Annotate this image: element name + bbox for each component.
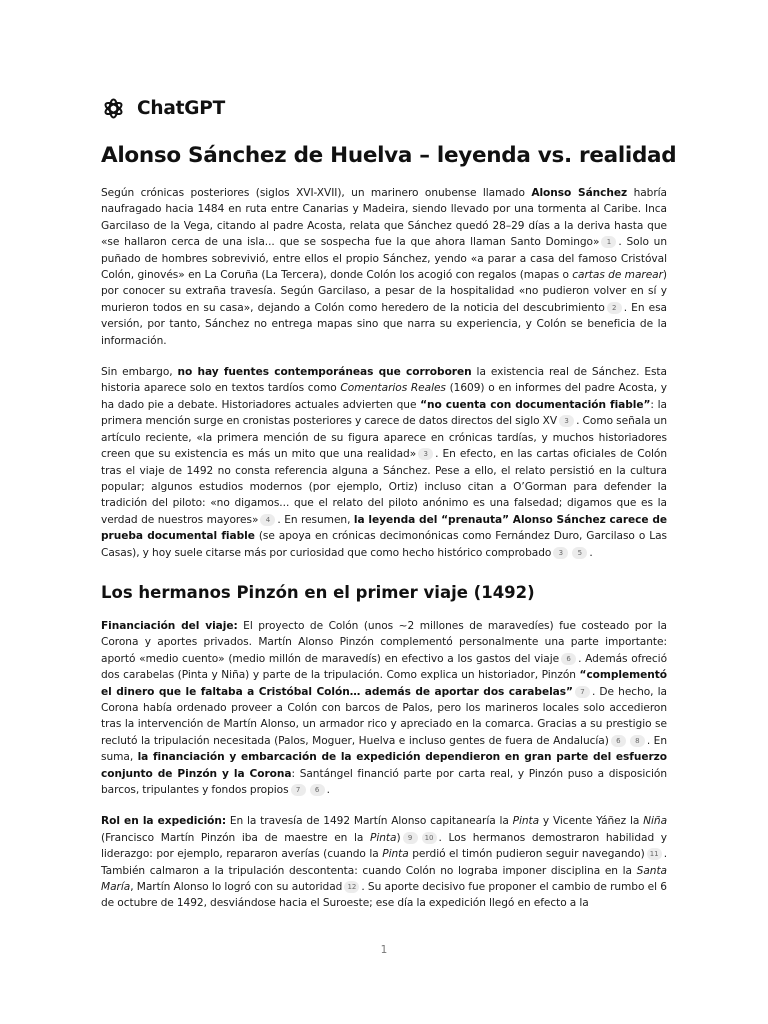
citation-badge[interactable]: 7 (575, 686, 590, 698)
italic-text: Pinta (512, 815, 540, 828)
citation-badge[interactable]: 1 (601, 236, 616, 248)
section-title-pinzon: Los hermanos Pinzón en el primer viaje (1492) (101, 582, 535, 602)
text-run: Según crónicas posteriores (siglos XVI-XVII), un marinero onubense llamado (101, 187, 532, 199)
italic-text: Niña (643, 815, 668, 828)
bold-text: la financiación y embarcación de la expedición dependieron en gran parte del esfuerzo conjunto de Pinzón y la Corona (101, 751, 668, 780)
citation-badge[interactable]: 5 (572, 547, 587, 559)
text-run: . (326, 784, 330, 796)
document-page (101, 94, 677, 912)
text-run: habría naufragado hacia 1484 en ruta entre Canarias y Madeira, siendo llevado por una tormenta al Caribe. Inca Garcilaso de la Vega, citando al padre Acosta, relata que Sánchez quedó 28–29 días a la deriva hasta que «se hallaron cerca de una isla... que se sospecha fue la que ahora llaman Santo Domingo» (101, 187, 667, 249)
bold-text: Financiación del viaje: (101, 619, 238, 632)
brand-header (101, 94, 667, 122)
text-run: y Vicente Yáñez la (539, 815, 644, 828)
paragraph-sin-fuentes (101, 364, 667, 561)
bold-text: Rol en la expedición: (101, 815, 227, 828)
brand-name: ChatGPT (137, 97, 226, 119)
text-run: . En suma, (101, 734, 667, 764)
citation-badge[interactable]: 11 (647, 848, 662, 860)
text-run: ) por conocer su extraña travesía. Según Garcilaso, a pesar de la hospitalidad «no pudieron volver en sí y murieron todos en su casa», dejando a Colón como heredero de la noticia del descubrimiento (101, 269, 667, 314)
citation-badge[interactable]: 2 (607, 302, 622, 314)
text-run: . (589, 546, 593, 559)
citation-badge[interactable]: 6 (310, 784, 325, 796)
text-run: : Santángel financió parte por carta real, y Pinzón puso a disposición barcos, tripulantes y fondos propios (101, 767, 667, 796)
paragraph-leyenda-sanchez (101, 185, 667, 349)
citation-badge[interactable]: 3 (418, 448, 433, 460)
paragraph-financiacion (101, 618, 667, 798)
bold-text: la leyenda del “prenauta” Alonso Sánchez carece de prueba documental fiable (101, 513, 668, 543)
page-number: 1 (380, 944, 388, 956)
document-title: Alonso Sánchez de Huelva – leyenda vs. realidad (101, 143, 677, 168)
text-run: El proyecto de Colón (unos ~2 millones de maravedíes) fue costeado por la Corona y aportes privados. Martín Alonso Pinzón complementó personalmente una parte importante: aportó «medio cuento» (medio millón de maravedís) en efectivo a los gastos del viaje (101, 619, 667, 665)
italic-text: Santa María (101, 864, 667, 894)
text-run: . Los hermanos demostraron habilidad y liderazgo: por ejemplo, repararon averías (cuando la (101, 831, 667, 861)
citation-badge[interactable]: 6 (611, 735, 626, 747)
citation-badge[interactable]: 4 (260, 514, 275, 526)
citation-badge[interactable]: 3 (559, 415, 574, 427)
bold-text: no hay fuentes contemporáneas que corroboren (177, 366, 472, 379)
citation-badge[interactable]: 6 (561, 653, 576, 665)
citation-badge[interactable]: 3 (553, 547, 568, 559)
citation-badge[interactable]: 9 (403, 832, 418, 844)
text-run: . Su aporte decisivo fue proponer el cambio de rumbo el 6 de octubre de 1492, desviándose hacia el Suroeste; ese día la expedición llegó en efecto a la (101, 881, 667, 910)
citation-badge[interactable]: 12 (344, 881, 359, 893)
text-run: . Además ofreció dos carabelas (Pinta y Niña) y parte de la tripulación. Como explica un historiador, Pinzón (101, 652, 667, 682)
italic-text: cartas de marear (572, 269, 663, 282)
italic-text: Pinta (382, 848, 409, 861)
text-run: . En resumen, (277, 513, 354, 526)
bold-text: “no cuenta con documentación fiable” (420, 398, 651, 411)
text-run: . En efecto, en las cartas oficiales de Colón tras el viaje de 1492 no consta referencia alguna a Sánchez. Pese a ello, el relato persistió en la cultura popular; algunos estudios modernos (por ejemplo, Ortiz) incluso citan a O’Gorman para defender la tradición del piloto: «no digamos... que el relato del piloto anónimo es una falsedad; digamos que es la verdad de nuestros mayores» (101, 448, 667, 526)
text-run: En la travesía de 1492 Martín Alonso capitanearía la (226, 815, 513, 828)
text-run: . En esa versión, por tanto, Sánchez no entrega mapas sino que narra su experiencia, y Colón se beneficia de la información. (101, 301, 667, 347)
text-run: . Como señala un artículo reciente, «la primera mención de su figura aparece en crónicas tardías, y muchos historiadores creen que su existencia es más un mito que una realidad» (101, 415, 668, 461)
italic-text: Comentarios Reales (340, 382, 446, 395)
text-run: (Francisco Martín Pinzón iba de maestre en la (101, 831, 370, 844)
text-run: (se apoya en crónicas decimonónicas como Fernández Duro, Garcilaso o Las Casas), y hoy suele citarse más por curiosidad que como hecho histórico comprobado (101, 530, 668, 559)
text-run: , Martín Alonso lo logró con su autoridad (130, 881, 343, 894)
text-run: . Solo un puñado de hombres sobrevivió, entre ellos el propio Sánchez, yendo «a parar a casa del famoso Cristóval Colón, ginovés» en La Coruña (La Tercera), donde Colón los acogió con regalos (mapas o (101, 236, 667, 282)
openai-logo-icon (101, 96, 126, 121)
text-run: : la primera mención surge en cronistas posteriores y carece de datos directos del siglo XV (101, 398, 667, 428)
text-run: Sin embargo, (101, 366, 178, 379)
text-run: . De hecho, la Corona había ordenado proveer a Colón con barcos de Palos, pero los marineros locales solo accedieron tras la intervención de Martín Alonso, un armador rico y apreciado en la comarca. Gracias a su prestigio se reclutó la tripulación necesitada (Palos, Moguer, Huelva e incluso gentes de fuera de Andalucía) (101, 685, 667, 747)
bold-text: “complementó el dinero que le faltaba a Cristóbal Colón… además de aportar dos carabelas” (101, 669, 667, 698)
text-run: perdió el timón pudieron seguir navegando) (408, 848, 645, 861)
text-run: la existencia real de Sánchez. Esta historia aparece solo en textos tardíos como (101, 366, 667, 395)
italic-text: Pinta (369, 831, 397, 844)
bold-text: Alonso Sánchez (531, 187, 628, 199)
citation-badge[interactable]: 7 (291, 784, 306, 796)
text-run: . También calmaron a la tripulación descontenta: cuando Colón no lograba imponer disciplina en la (101, 848, 668, 877)
citation-badge[interactable]: 10 (422, 832, 437, 844)
citation-badge[interactable]: 8 (630, 735, 645, 747)
paragraph-rol-expedicion (101, 813, 667, 911)
text-run: ) (396, 831, 401, 844)
text-run: (1609) o en informes del padre Acosta, y ha dado pie a debate. Historiadores actuales advierten que (101, 382, 667, 411)
